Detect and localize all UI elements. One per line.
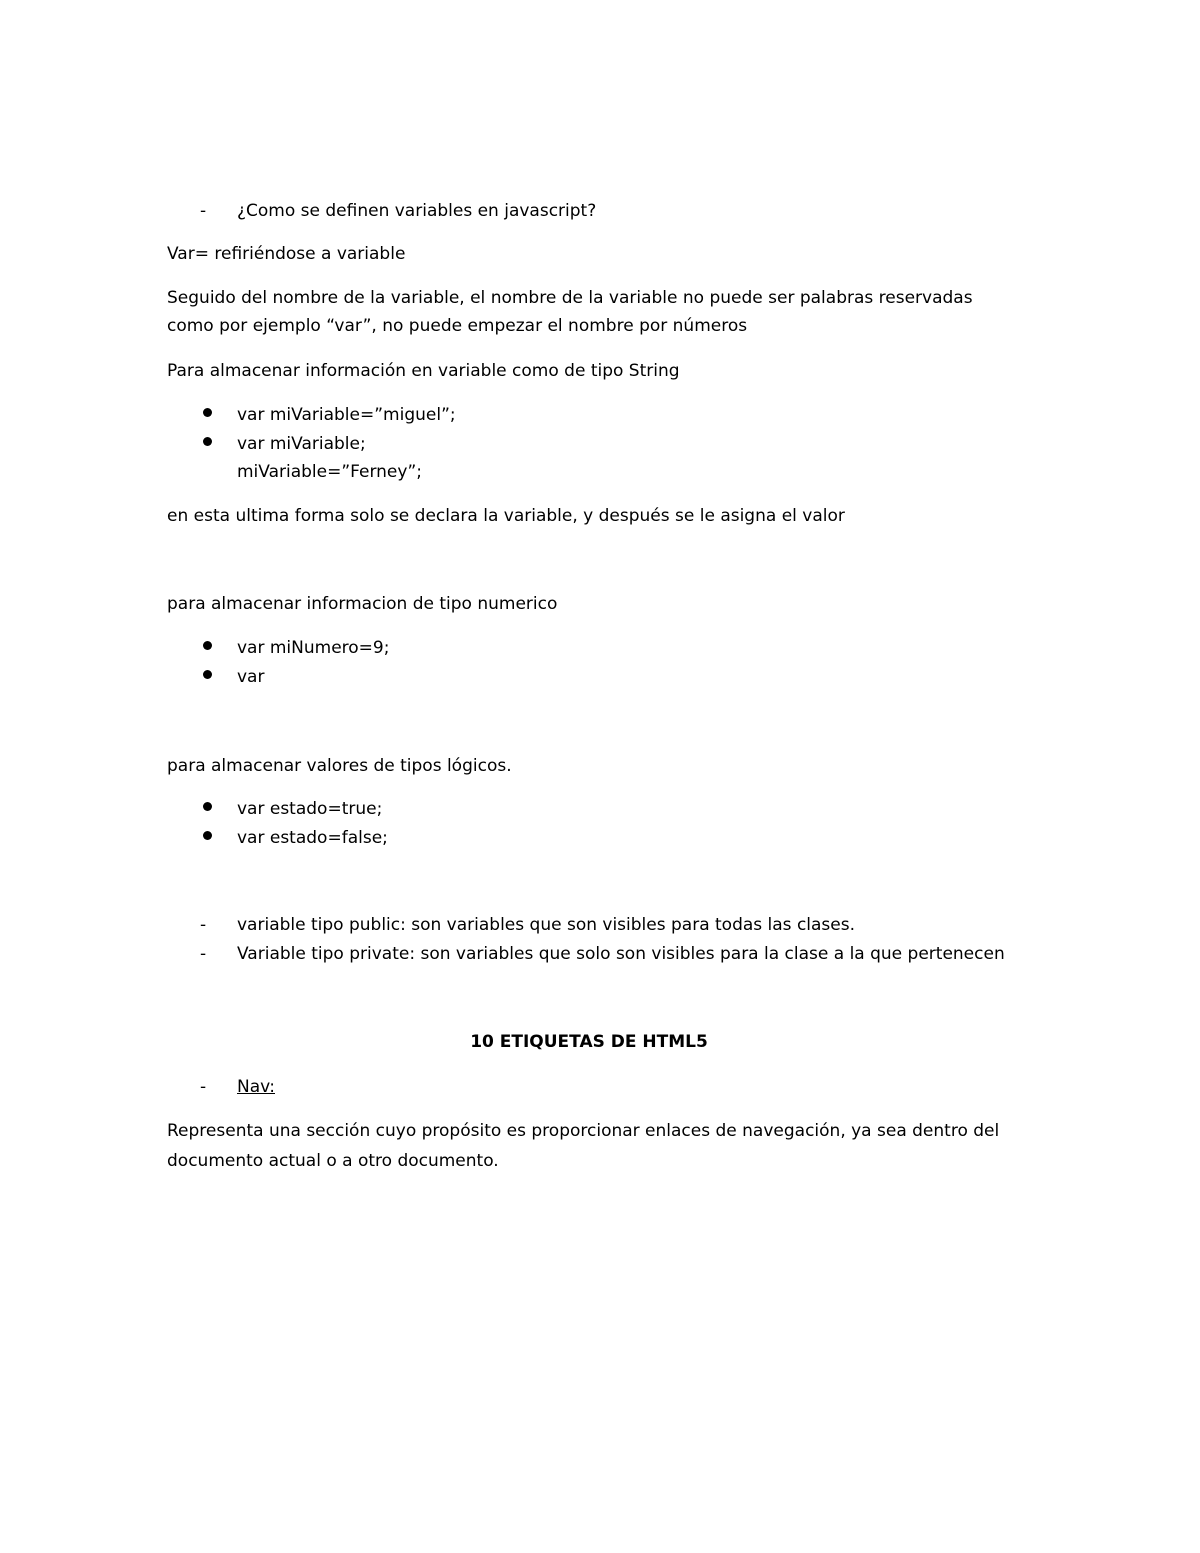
var-definition: Var= refiriéndose a variable [167,244,406,264]
scope-dash-1: - [200,915,207,935]
string-intro: Para almacenar información en variable como de tipo String [167,361,680,381]
string-example-2: var miVariable; [237,434,366,454]
nav-description-line-2: documento actual o a otro documento. [167,1151,499,1171]
scope-private: Variable tipo private: son variables que solo son visibles para la clase a la que pertenecen [237,944,1005,964]
bullet-icon [203,641,212,650]
nav-dash: - [200,1077,207,1097]
bullet-icon [203,437,212,446]
nav-description-line-1: Representa una sección cuyo propósito es proporcionar enlaces de navegación, ya sea dentro del [167,1121,1000,1141]
bullet-icon [203,802,212,811]
naming-rule-line-2: como por ejemplo “var”, no puede empezar el nombre por números [167,316,748,336]
question-dash: - [200,201,207,221]
naming-rule-line-1: Seguido del nombre de la variable, el nombre de la variable no puede ser palabras reservadas [167,288,973,308]
string-example-3: miVariable=”Ferney”; [237,462,422,482]
bullet-icon [203,831,212,840]
numeric-example-2: var [237,667,265,687]
numeric-intro: para almacenar informacion de tipo numerico [167,594,558,614]
section-heading: 10 ETIQUETAS DE HTML5 [470,1032,708,1052]
logical-example-1: var estado=true; [237,799,383,819]
question-text: ¿Como se definen variables en javascript? [237,201,597,221]
numeric-example-1: var miNumero=9; [237,638,390,658]
nav-item: Nav: [237,1077,275,1097]
scope-dash-2: - [200,944,207,964]
bullet-icon [203,408,212,417]
logical-example-2: var estado=false; [237,828,388,848]
string-example-1: var miVariable=”miguel”; [237,405,456,425]
bullet-icon [203,670,212,679]
logical-intro: para almacenar valores de tipos lógicos. [167,756,512,776]
string-note: en esta ultima forma solo se declara la variable, y después se le asigna el valor [167,506,845,526]
scope-public: variable tipo public: son variables que son visibles para todas las clases. [237,915,856,935]
